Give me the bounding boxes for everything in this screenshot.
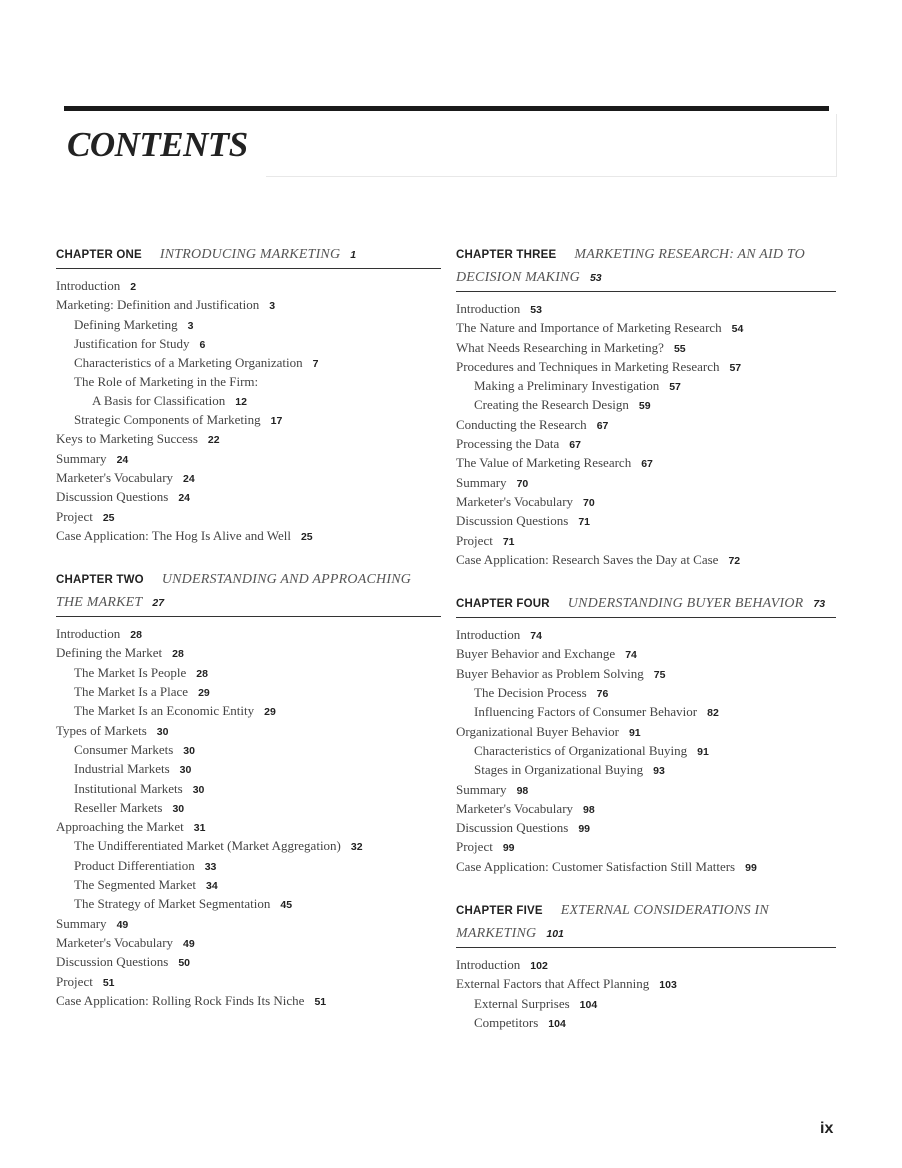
toc-entry-text: What Needs Researching in Marketing?	[456, 339, 664, 355]
toc-entry-page: 28	[172, 648, 184, 661]
toc-entry-page: 25	[102, 511, 115, 524]
chapter-title: INTRODUCING MARKETING	[159, 247, 341, 262]
toc-entry-page: 72	[728, 554, 741, 567]
toc-entry-page: 30	[172, 802, 185, 815]
toc-entry-text: Case Application: Rolling Rock Finds Its Niche	[56, 992, 305, 1008]
toc-entry	[456, 819, 836, 838]
toc-entry	[456, 532, 836, 551]
toc-entry-page: 51	[314, 995, 327, 1008]
toc-entry-text: The Market Is a Place	[74, 684, 189, 700]
toc-entry	[456, 551, 836, 570]
toc-entry-page: 24	[178, 492, 190, 505]
toc-entry-text: Introduction	[456, 627, 521, 643]
toc-entry	[56, 392, 441, 411]
chapter-label: CHAPTER THREE	[456, 249, 557, 261]
toc-entry	[56, 702, 441, 721]
toc-entry-text: Buyer Behavior and Exchange	[456, 646, 616, 662]
chapter-heading	[456, 592, 836, 618]
toc-entry-page: 22	[207, 434, 220, 447]
toc-entry-page: 54	[731, 323, 744, 336]
toc-entry	[56, 934, 441, 953]
toc-entry-text: Approaching the Market	[56, 819, 184, 835]
toc-entry	[456, 684, 836, 703]
toc-entry-text: Making a Preliminary Investigation	[474, 378, 660, 394]
toc-entry-text: Defining Marketing	[74, 316, 178, 332]
toc-entry-page: 67	[641, 458, 653, 471]
toc-entry-page: 17	[270, 415, 283, 428]
toc-entry-text: Introduction	[456, 957, 521, 973]
toc-entry-text: Case Application: Research Saves the Day at Case	[456, 551, 719, 567]
toc-entry	[56, 857, 441, 876]
toc-entry	[56, 799, 441, 818]
toc-entry-page: 91	[628, 726, 641, 739]
toc-entry-text: Characteristics of a Marketing Organization	[74, 355, 303, 371]
toc-entry	[56, 625, 441, 644]
toc-entry-page: 28	[130, 629, 142, 642]
toc-entry	[456, 377, 836, 396]
toc-entry-text: External Surprises	[474, 995, 570, 1011]
toc-entry	[56, 780, 441, 799]
toc-entry	[456, 493, 836, 512]
toc-entry-text: The Market Is People	[74, 664, 187, 680]
toc-entry-text: Strategic Components of Marketing	[74, 412, 261, 428]
toc-entry-page: 28	[196, 667, 208, 680]
toc-entry	[56, 876, 441, 895]
toc-entry-text: Justification for Study	[74, 335, 190, 351]
toc-entry-text: Creating the Research Design	[474, 397, 629, 413]
toc-entry	[56, 664, 441, 683]
toc-entry-text: Characteristics of Organizational Buying	[474, 742, 688, 758]
toc-entry-page: 53	[530, 304, 542, 316]
toc-entry-text: Marketing: Definition and Justification	[56, 297, 260, 313]
toc-entry-text: Consumer Markets	[74, 741, 174, 757]
toc-entry-page: 3	[187, 319, 194, 332]
chapter-label: CHAPTER ONE	[56, 249, 142, 261]
page-number: ix	[820, 1120, 834, 1137]
chapter-title: UNDERSTANDING AND APPROACHING THE MARKET	[56, 572, 412, 611]
toc-entry	[56, 354, 441, 373]
toc-entry	[56, 683, 441, 702]
toc-entry	[456, 474, 836, 493]
toc-entry	[456, 838, 836, 857]
toc-entry	[56, 915, 441, 934]
toc-entry	[56, 450, 441, 469]
toc-entry	[56, 430, 441, 449]
toc-entry	[56, 973, 441, 992]
chapter-page-number: 27	[152, 597, 165, 610]
toc-entry-text: Stages in Organizational Buying	[474, 762, 644, 778]
toc-entry-page: 98	[516, 784, 529, 797]
toc-entry-text: Types of Markets	[56, 722, 147, 738]
chapter-title: MARKETING RESEARCH: AN AID TO DECISION MAKING	[456, 247, 805, 285]
toc-entry-text: The Market Is an Economic Entity	[74, 703, 255, 719]
toc-entry-page: 71	[578, 516, 590, 529]
toc-entry	[456, 626, 836, 645]
toc-entry	[456, 512, 836, 531]
toc-entry-page: 98	[583, 803, 595, 816]
toc-entry-text: Introduction	[456, 301, 521, 316]
top-rule	[64, 106, 829, 111]
toc-entry-text: Project	[56, 973, 93, 989]
toc-entry-text: Project	[456, 839, 493, 855]
chapter-entries	[456, 626, 836, 877]
toc-entry	[56, 895, 441, 914]
toc-entry-page: 70	[583, 496, 595, 509]
toc-entry	[56, 527, 441, 546]
toc-entry-text: Introduction	[56, 626, 121, 642]
toc-entry	[456, 435, 836, 454]
toc-entry-text: The Decision Process	[474, 685, 587, 701]
toc-entry	[56, 953, 441, 972]
toc-entry-text: Discussion Questions	[456, 513, 569, 529]
toc-entry-text: Marketer's Vocabulary	[56, 934, 174, 950]
toc-entry-page: 7	[312, 358, 319, 371]
chapter-label: CHAPTER FOUR	[456, 598, 550, 611]
toc-entry-text: Marketer's Vocabulary	[56, 469, 174, 485]
toc-entry-page: 93	[653, 765, 665, 778]
toc-entry	[56, 818, 441, 837]
toc-entry-page: 30	[156, 725, 169, 738]
toc-entry-text: The Strategy of Market Segmentation	[74, 896, 271, 912]
toc-entry	[56, 508, 441, 527]
toc-entry	[56, 644, 441, 663]
toc-entry	[456, 396, 836, 415]
toc-entry-page: 82	[707, 707, 719, 720]
chapter-heading	[56, 568, 441, 617]
toc-entry-text: Procedures and Techniques in Marketing Research	[456, 358, 720, 374]
toc-entry	[456, 1014, 836, 1033]
chapter-section	[56, 243, 441, 546]
toc-entry-text: A Basis for Classification	[92, 392, 226, 408]
toc-entry	[456, 319, 836, 338]
toc-entry-page: 74	[530, 630, 542, 643]
toc-entry-page: 76	[596, 688, 609, 701]
toc-entry-text: Summary	[56, 450, 107, 466]
toc-entry-page: 50	[178, 957, 190, 970]
toc-entry-page: 91	[697, 745, 709, 758]
toc-entry-page: 31	[193, 822, 206, 835]
toc-entry	[56, 722, 441, 741]
toc-entry-page: 2	[130, 281, 137, 293]
toc-entry-text: Organizational Buyer Behavior	[456, 723, 619, 739]
toc-entry-text: Processing the Data	[456, 436, 560, 452]
toc-entry-text: Discussion Questions	[56, 489, 169, 505]
toc-entry	[56, 277, 441, 296]
toc-entry	[56, 316, 441, 335]
toc-entry-page: 51	[102, 976, 115, 989]
toc-entry-page: 57	[729, 361, 742, 374]
toc-entry-page: 25	[300, 530, 313, 543]
toc-entry-page: 30	[192, 783, 205, 796]
page-title: CONTENTS	[67, 125, 248, 164]
toc-entry	[56, 335, 441, 354]
toc-entry-text: Institutional Markets	[74, 780, 183, 796]
toc-entry	[456, 995, 836, 1014]
toc-entry	[456, 339, 836, 358]
toc-entry-page: 103	[659, 979, 677, 992]
chapter-heading	[456, 243, 836, 292]
chapter-label: CHAPTER FIVE	[456, 905, 543, 918]
toc-entry	[456, 781, 836, 800]
chapter-entries	[456, 300, 836, 570]
toc-right-column	[456, 243, 836, 1055]
toc-entry	[56, 373, 441, 391]
toc-entry	[56, 411, 441, 430]
toc-entry-text: The Segmented Market	[74, 877, 197, 893]
chapter-heading	[456, 899, 836, 948]
toc-entry-text: Marketer's Vocabulary	[456, 800, 574, 816]
toc-entry-page: 30	[179, 764, 192, 777]
toc-entry-text: Product Differentiation	[74, 857, 195, 873]
toc-entry	[456, 300, 836, 319]
toc-entry-page: 99	[502, 842, 515, 855]
chapter-section	[456, 243, 836, 570]
toc-entry-page: 57	[669, 381, 681, 394]
chapter-page-number: 73	[813, 598, 826, 611]
toc-entry-page: 45	[280, 899, 293, 912]
toc-entry-text: The Nature and Importance of Marketing Research	[456, 320, 722, 336]
toc-entry	[456, 645, 836, 664]
toc-entry-text: Summary	[56, 915, 107, 931]
toc-entry-page: 12	[235, 395, 247, 408]
toc-entry-page: 24	[116, 453, 129, 466]
toc-entry-page: 104	[548, 1017, 566, 1030]
toc-entry-text: The Role of Marketing in the Firm:	[74, 374, 259, 390]
toc-entry-text: Discussion Questions	[456, 820, 569, 836]
toc-entry	[456, 416, 836, 435]
toc-entry	[56, 469, 441, 488]
toc-entry	[456, 761, 836, 780]
toc-entry-page: 104	[579, 998, 598, 1011]
toc-entry-page: 67	[569, 439, 581, 452]
chapter-title: EXTERNAL CONSIDERATIONS IN MARKETING	[456, 903, 769, 942]
toc-entry-text: Project	[56, 508, 93, 524]
toc-entry	[456, 800, 836, 819]
toc-entry-page: 49	[183, 937, 195, 950]
toc-entry-text: Reseller Markets	[74, 799, 163, 815]
chapter-title: UNDERSTANDING BUYER BEHAVIOR	[567, 596, 804, 612]
toc-entry-page: 34	[206, 880, 218, 893]
toc-entry-text: Competitors	[474, 1014, 539, 1030]
chapter-entries	[56, 625, 441, 1011]
toc-entry-text: Conducting the Research	[456, 416, 587, 432]
chapter-page-number: 101	[546, 928, 564, 941]
toc-entry	[56, 488, 441, 507]
chapter-label: CHAPTER TWO	[56, 574, 144, 587]
toc-entry-page: 6	[199, 338, 206, 351]
toc-entry-text: Introduction	[56, 278, 121, 293]
toc-entry	[456, 956, 836, 975]
toc-entry	[56, 760, 441, 779]
toc-entry-page: 59	[638, 400, 651, 413]
toc-entry-page: 75	[653, 668, 666, 681]
chapter-section	[456, 592, 836, 877]
toc-entry-text: Summary	[456, 474, 507, 490]
toc-entry-text: The Value of Marketing Research	[456, 455, 632, 471]
toc-entry	[56, 296, 441, 315]
toc-entry-text: Buyer Behavior as Problem Solving	[456, 665, 644, 681]
toc-entry-text: Industrial Markets	[74, 761, 170, 777]
toc-entry-text: Discussion Questions	[56, 954, 169, 970]
toc-entry	[456, 454, 836, 473]
toc-entry-page: 32	[350, 841, 363, 854]
toc-entry-text: Defining the Market	[56, 645, 163, 661]
toc-entry-page: 99	[578, 823, 590, 836]
chapter-heading	[56, 243, 441, 269]
toc-entry	[456, 858, 836, 877]
chapter-page-number: 1	[350, 249, 357, 261]
toc-entry-page: 55	[673, 342, 686, 355]
toc-entry	[456, 742, 836, 761]
toc-entry-text: Case Application: Customer Satisfaction Still Matters	[456, 858, 736, 874]
toc-entry	[456, 665, 836, 684]
toc-entry	[456, 723, 836, 742]
toc-entry-page: 30	[183, 744, 195, 757]
title-frame	[266, 114, 837, 177]
toc-entry-text: The Undifferentiated Market (Market Aggregation)	[74, 838, 341, 854]
toc-entry	[456, 703, 836, 722]
toc-entry-text: External Factors that Affect Planning	[456, 976, 650, 992]
chapter-section	[456, 899, 836, 1033]
toc-entry-page: 67	[596, 419, 609, 432]
toc-entry-text: Summary	[456, 781, 507, 797]
toc-entry-page: 24	[183, 472, 195, 485]
toc-entry-page: 70	[516, 477, 529, 490]
toc-entry	[456, 975, 836, 994]
chapter-entries	[456, 956, 836, 1033]
toc-entry-text: Influencing Factors of Consumer Behavior	[474, 704, 698, 720]
toc-entry-page: 33	[204, 860, 217, 873]
chapter-section	[56, 568, 441, 1011]
toc-entry-page: 29	[198, 687, 210, 700]
toc-entry	[56, 992, 441, 1011]
toc-entry	[56, 741, 441, 760]
chapter-entries	[56, 277, 441, 546]
toc-entry-page: 74	[625, 649, 637, 662]
toc-entry-text: Project	[456, 532, 493, 548]
toc-entry-page: 71	[502, 535, 515, 548]
toc-entry	[56, 837, 441, 856]
toc-entry-page: 29	[264, 706, 276, 719]
toc-entry-page: 3	[269, 300, 276, 313]
toc-entry-page: 49	[116, 918, 129, 931]
toc-entry-text: Case Application: The Hog Is Alive and Well	[56, 527, 291, 543]
toc-entry-text: Marketer's Vocabulary	[456, 493, 574, 509]
toc-entry	[456, 358, 836, 377]
toc-left-column	[56, 243, 441, 1033]
toc-entry-text: Keys to Marketing Success	[56, 431, 198, 447]
toc-entry-page: 99	[745, 861, 757, 874]
chapter-page-number: 53	[589, 272, 602, 284]
toc-entry-page: 102	[530, 960, 548, 973]
